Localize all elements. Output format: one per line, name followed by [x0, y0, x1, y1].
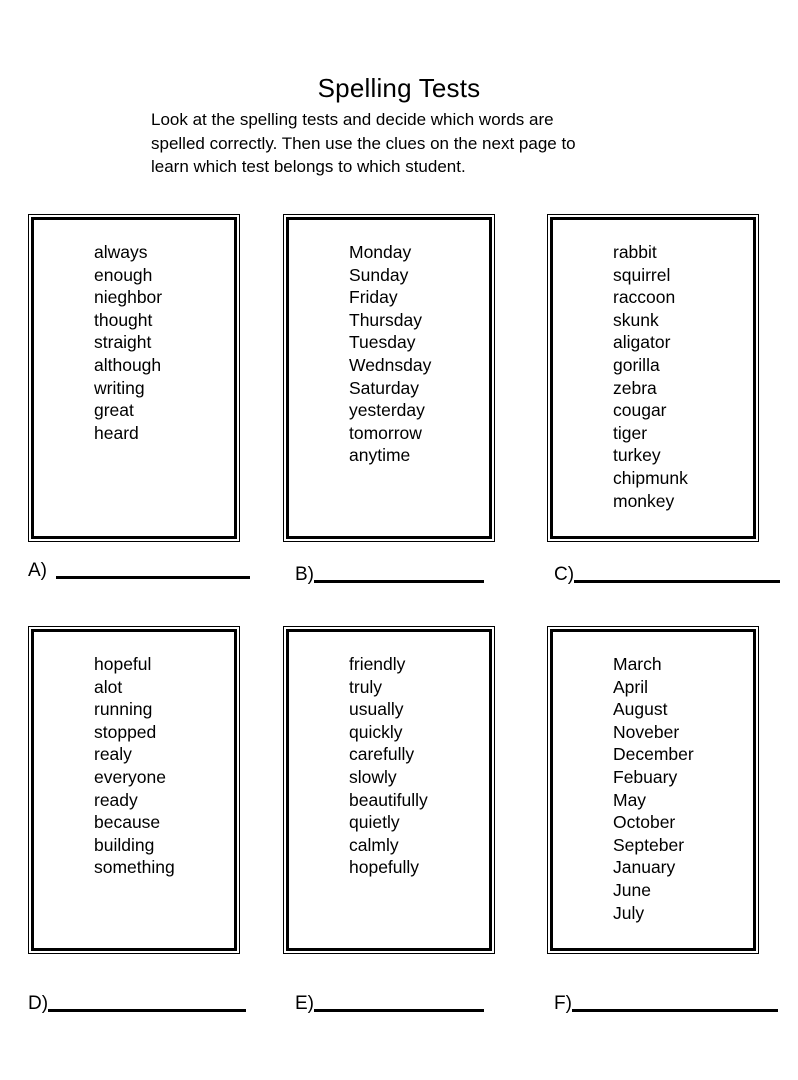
spelling-word: hopeful: [94, 654, 152, 674]
spelling-test-box-c: [547, 214, 759, 542]
answer-label-d: D): [28, 993, 49, 1014]
answer-slot-f[interactable]: [554, 989, 778, 1015]
spelling-word: friendly: [349, 654, 406, 674]
spelling-word: Septeber: [613, 834, 685, 855]
spelling-word: raccoon: [613, 287, 676, 308]
spelling-word: May: [613, 789, 647, 810]
spelling-word: January: [613, 857, 676, 878]
spelling-word: heard: [94, 422, 139, 443]
spelling-word: yesterday: [349, 400, 425, 421]
spelling-word: writing: [94, 377, 145, 398]
spelling-word: hopefully: [349, 857, 420, 878]
answer-line-b[interactable]: [314, 580, 484, 583]
spelling-word: gorilla: [613, 354, 660, 375]
spelling-word: December: [613, 744, 694, 765]
spelling-word: June: [613, 879, 651, 900]
spelling-word: something: [94, 857, 175, 878]
spelling-word: great: [94, 400, 134, 421]
spelling-test-box-e-inner: [286, 629, 492, 951]
instructions-line-2: spelled correctly. Then use the clues on the next page to: [151, 133, 576, 153]
word-list-e: [349, 653, 485, 879]
answer-line-e[interactable]: [314, 1009, 484, 1012]
spelling-word: calmly: [349, 834, 399, 855]
answer-label-e: E): [295, 993, 314, 1014]
spelling-word: Friday: [349, 287, 398, 308]
spelling-test-box-d-inner: [31, 629, 237, 951]
answer-slot-c[interactable]: [554, 560, 780, 586]
spelling-word: realy: [94, 744, 132, 765]
spelling-word: ready: [94, 789, 138, 810]
spelling-word: quickly: [349, 721, 403, 742]
spelling-test-box-a-inner: [31, 217, 237, 539]
answer-slot-a[interactable]: [28, 556, 250, 582]
answer-label-a: A): [28, 560, 47, 581]
spelling-word: Thursday: [349, 309, 422, 330]
spelling-word: April: [613, 676, 649, 697]
spelling-test-box-d: [28, 626, 240, 954]
spelling-word: monkey: [613, 490, 675, 511]
spelling-word: building: [94, 834, 155, 855]
word-list-c: [613, 241, 749, 512]
spelling-word: everyone: [94, 766, 166, 787]
answer-slot-b[interactable]: [295, 560, 484, 586]
answer-slot-e[interactable]: [295, 989, 484, 1015]
spelling-word: Saturday: [349, 377, 420, 398]
spelling-word: aligator: [613, 332, 671, 353]
spelling-test-box-b: [283, 214, 495, 542]
spelling-word: Sunday: [349, 264, 409, 285]
spelling-word: slowly: [349, 766, 397, 787]
spelling-word: squirrel: [613, 264, 671, 285]
answer-line-d[interactable]: [48, 1009, 246, 1012]
spelling-word: although: [94, 354, 162, 375]
word-list-b: [349, 241, 485, 467]
spelling-word: March: [613, 654, 662, 674]
spelling-word: Tuesday: [349, 332, 416, 353]
spelling-word: usually: [349, 699, 404, 720]
instructions-paragraph: [151, 108, 671, 179]
spelling-word: zebra: [613, 377, 657, 398]
answer-line-c[interactable]: [574, 580, 780, 583]
spelling-word: tiger: [613, 422, 648, 443]
spelling-word: always: [94, 242, 148, 262]
spelling-word: truly: [349, 676, 383, 697]
spelling-word: Noveber: [613, 721, 680, 742]
answer-label-f: F): [554, 993, 572, 1014]
spelling-word: anytime: [349, 445, 411, 466]
spelling-word: August: [613, 699, 668, 720]
spelling-word: turkey: [613, 445, 661, 466]
spelling-word: carefully: [349, 744, 415, 765]
spelling-test-box-e: [283, 626, 495, 954]
spelling-word: Monday: [349, 242, 412, 262]
spelling-test-box-f-inner: [550, 629, 756, 951]
spelling-test-box-b-inner: [286, 217, 492, 539]
spelling-word: rabbit: [613, 242, 657, 262]
answer-label-c: C): [554, 564, 575, 585]
spelling-word: October: [613, 812, 676, 833]
answer-line-f[interactable]: [572, 1009, 778, 1012]
answer-line-a[interactable]: [56, 576, 250, 579]
spelling-word: because: [94, 812, 161, 833]
page-title: Spelling Tests: [317, 73, 481, 104]
instructions-line-3: learn which test belongs to which student.: [151, 157, 466, 176]
spelling-word: Febuary: [613, 766, 678, 787]
spelling-word: July: [613, 902, 645, 923]
spelling-word: beautifully: [349, 789, 428, 810]
spelling-word: tomorrow: [349, 422, 422, 443]
spelling-word: nieghbor: [94, 287, 163, 308]
instructions-line-1: Look at the spelling tests and decide which words are: [151, 110, 554, 129]
spelling-word: alot: [94, 676, 123, 697]
spelling-word: skunk: [613, 309, 659, 330]
answer-label-b: B): [295, 564, 314, 585]
spelling-test-box-f: [547, 626, 759, 954]
spelling-test-box-a: [28, 214, 240, 542]
spelling-word: chipmunk: [613, 467, 688, 488]
word-list-d: [94, 653, 230, 879]
spelling-word: thought: [94, 309, 153, 330]
answer-slot-d[interactable]: [28, 989, 246, 1015]
spelling-word: cougar: [613, 400, 667, 421]
spelling-word: straight: [94, 332, 152, 353]
spelling-word: enough: [94, 264, 153, 285]
spelling-word: quietly: [349, 812, 400, 833]
spelling-test-box-c-inner: [550, 217, 756, 539]
word-list-a: [94, 241, 230, 444]
word-list-f: [613, 653, 749, 924]
spelling-word: Wednsday: [349, 354, 432, 375]
spelling-word: running: [94, 699, 153, 720]
spelling-word: stopped: [94, 721, 157, 742]
